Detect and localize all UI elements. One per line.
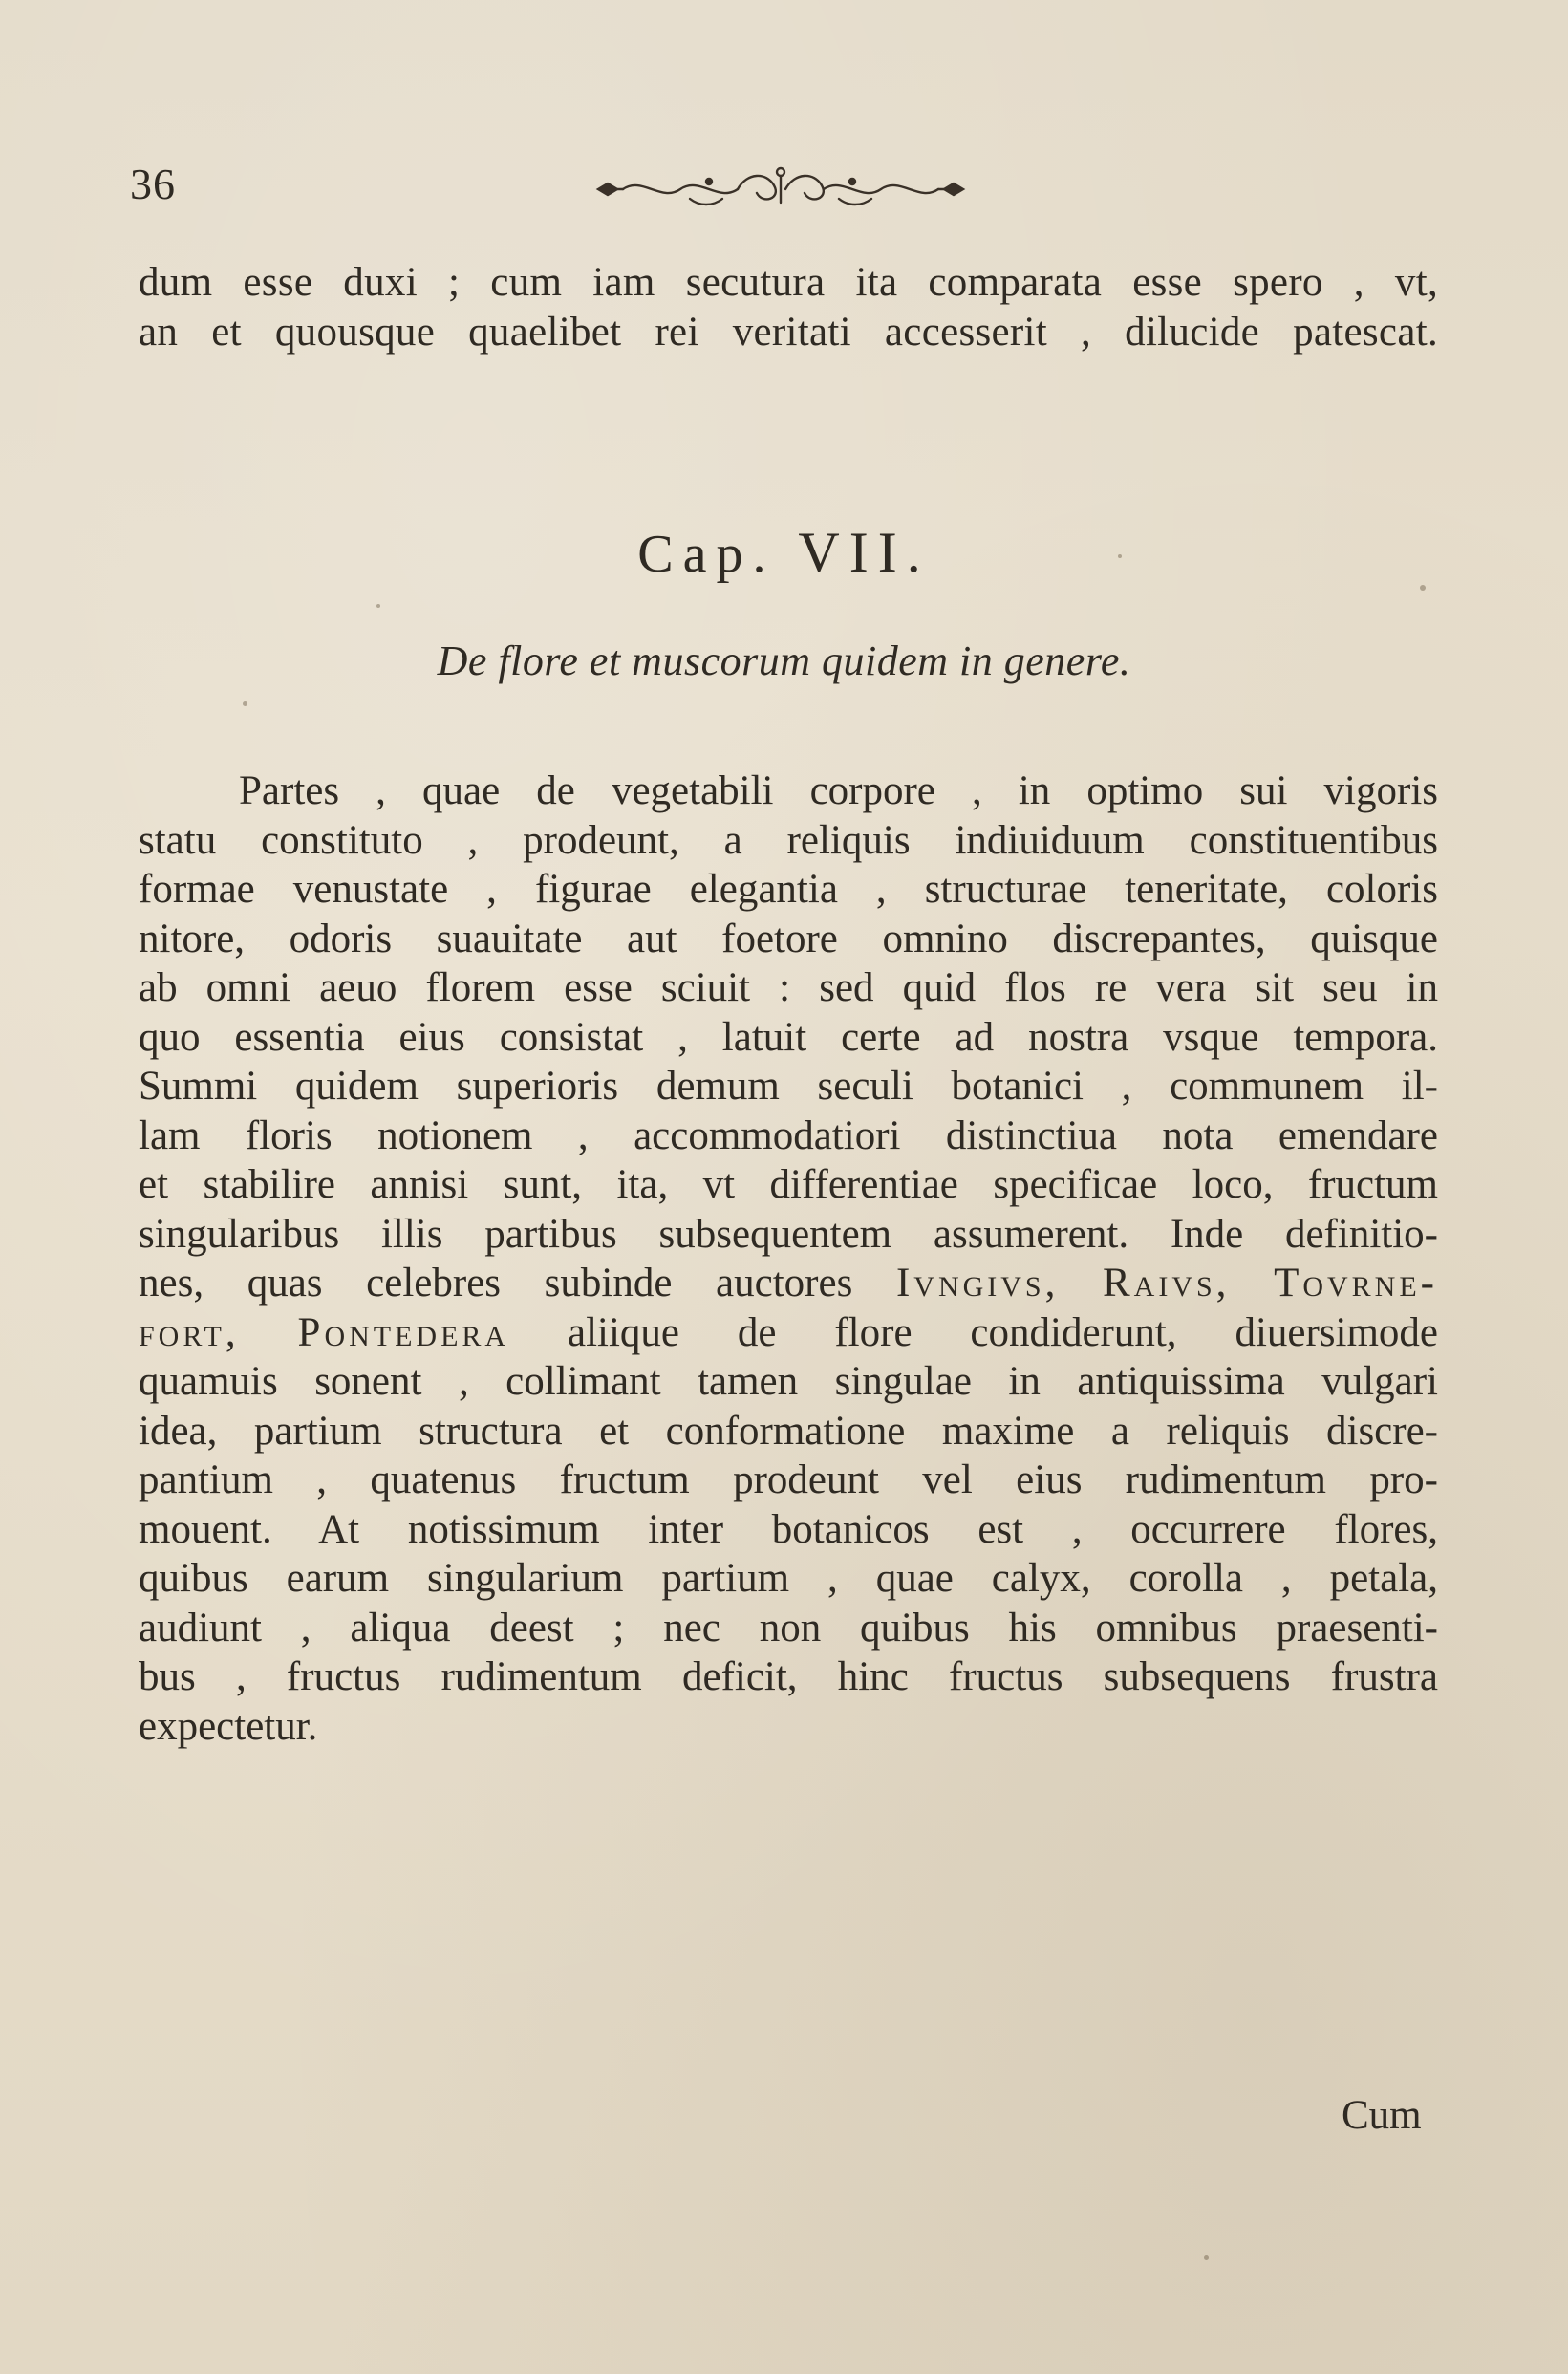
body-line-with-names <box>139 1308 1438 1358</box>
intro-paragraph <box>139 258 1438 356</box>
chapter-heading-prefix: Cap. <box>637 525 776 584</box>
author-name-tournefort-part1: Tovrne- <box>1274 1261 1438 1306</box>
body-line: singularibus illis partibus subsequentem assumerent. Inde definitio- <box>139 1211 1438 1257</box>
chapter-heading-numeral: VII. <box>798 521 931 584</box>
chapter-subtitle: De flore et muscorum quidem in genere. <box>437 637 1131 684</box>
body-line: nitore, odoris suauitate aut foetore omnino discrepantes, quisque <box>139 916 1438 961</box>
intro-line: an et quousque quaelibet rei veritati accesserit , dilucide patescat. <box>139 309 1438 355</box>
paper-speck <box>243 701 247 706</box>
body-line: audiunt , aliqua deest ; nec non quibus his omnibus praesenti- <box>139 1605 1438 1651</box>
chapter-heading <box>0 521 1568 584</box>
author-name-iungius: Ivngivs, <box>895 1261 1060 1306</box>
body-line: et stabilire annisi sunt, ita, vt differentiae specificae loco, fructum <box>139 1162 1438 1207</box>
author-name-raius: Raivs, <box>1103 1261 1231 1306</box>
body-line: quamuis sonent , collimant tamen singulae in antiquissima vulgari <box>139 1359 1438 1404</box>
body-line: mouent. At notissimum inter botanicos est , occurrere flores, <box>139 1506 1438 1552</box>
body-line: ab omni aeuo florem esse sciuit : sed quid flos re vera sit seu in <box>139 965 1438 1010</box>
author-name-pontedera: Pontedera <box>297 1309 510 1355</box>
body-line: bus , fructus rudimentum deficit, hinc fructus subsequens frustra <box>139 1654 1438 1699</box>
body-line: formae venustate , figurae elegantia , structurae teneritate, coloris <box>139 867 1438 912</box>
body-line: idea, partium structura et conformatione maxime a reliquis discre- <box>139 1408 1438 1454</box>
paper-speck <box>1420 585 1426 591</box>
body-line: Summi quidem superioris demum seculi botanici , communem il- <box>139 1064 1438 1109</box>
paper-speck <box>376 604 380 608</box>
head-ornament-icon <box>594 162 967 216</box>
catchword: Cum <box>1342 2093 1422 2138</box>
body-line: Partes , quae de vegetabili corpore , in optimo sui vigoris <box>239 768 1438 813</box>
body-line: pantium , quatenus fructum prodeunt vel eius rudimentum pro- <box>139 1457 1438 1502</box>
body-line-text: nes, quas celebres subinde auctores <box>139 1261 853 1306</box>
paper-speck <box>1118 554 1122 558</box>
intro-line: dum esse duxi ; cum iam secutura ita comparata esse spero , vt, <box>139 260 1438 305</box>
body-line: expectetur. <box>139 1703 318 1749</box>
page-number: 36 <box>130 160 176 208</box>
body-line: statu constituto , prodeunt, a reliquis indiuiduum constituentibus <box>139 817 1438 863</box>
body-line: quibus earum singularium partium , quae calyx, corolla , petala, <box>139 1556 1438 1601</box>
body-line-with-names <box>139 1259 1438 1308</box>
body-line: lam floris notionem , accommodatiori distinctiua nota emendare <box>139 1112 1438 1158</box>
body-line: quo essentia eius consistat , latuit certe ad nostra vsque tempora. <box>139 1014 1438 1060</box>
author-name-tournefort-part2: fort, <box>139 1309 240 1355</box>
body-line-text: aliique de flore condiderunt, diuersimode <box>567 1309 1439 1355</box>
paper-speck <box>1204 2255 1209 2260</box>
body-paragraph <box>139 766 1438 1751</box>
